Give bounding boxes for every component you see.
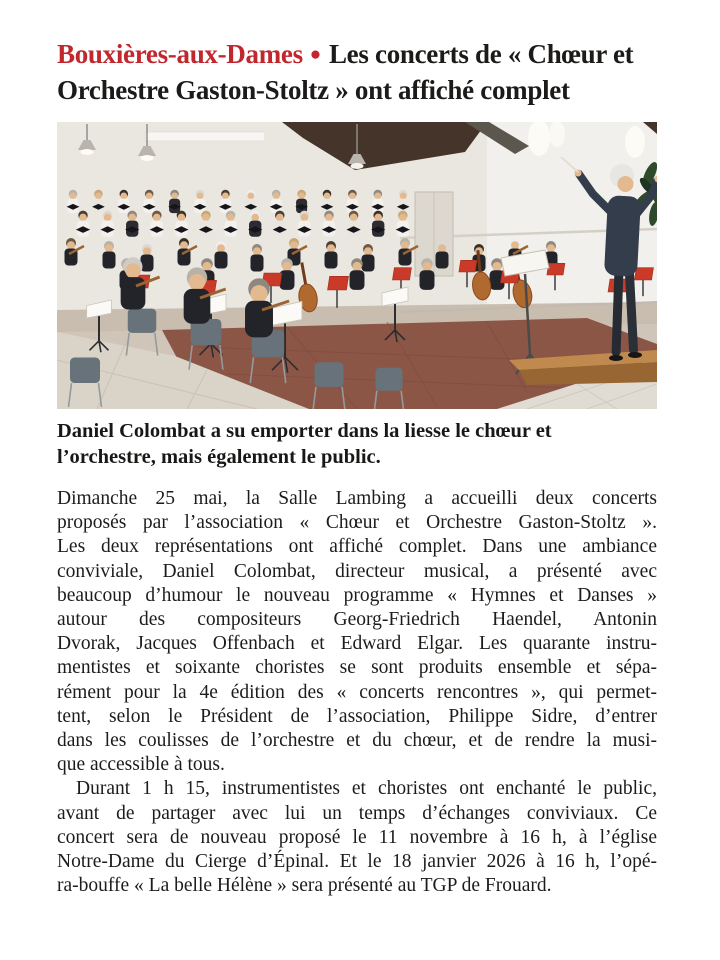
body-line: tent, selon le Président de l’association, Philippe Sidre, d’entrer [57,705,657,727]
body-line: concert sera de nouveau proposé le 11 novembre à 16 h, à l’église [57,826,657,848]
body-line: conviviale, Daniel Colombat, directeur musical, a présenté avec [57,560,657,582]
caption-line-1: Daniel Colombat a su emporter dans la liesse le chœur et [57,420,552,442]
body-line: ra-bouffe « La belle Hélène » sera présenté au TGP de Frouard. [57,875,552,897]
headline-line-1 [57,38,657,74]
body-line: beaucoup d’humour le nouveau programme « Hymnes et Danses » [57,584,657,606]
article-body [57,487,657,898]
body-line: mentistes et soixante choristes se sont produits ensemble et sépa- [57,657,657,679]
photo-caption [57,418,657,470]
body-line: rément pour la 4e édition des « concerts rencontres », qui permet- [57,681,657,703]
body-line: dans les coulisses de l’orchestre et du chœur, et de rendre la musi- [57,730,657,752]
body-line: Notre-Dame du Cierge d’Épinal. Et le 18 janvier 2026 à 16 h, l’opé- [57,851,657,873]
caption-line-2: l’orchestre, mais également le public. [57,446,381,468]
body-line: avant de partager avec lui un temps d’échanges conviviaux. Ce [57,802,657,824]
body-line: que accessible à tous. [57,754,225,776]
article-photo [57,122,657,409]
headline [57,38,657,107]
headline-text-2: Orchestre Gaston-Stoltz » ont affiché complet [57,75,570,105]
body-line: autour des compositeurs Georg-Friedrich Haendel, Antonin [57,609,657,631]
orchestra-concert-illustration [57,122,657,409]
headline-kicker: Bouxières-aux-Dames [57,39,303,69]
body-line: proposés par l’association « Chœur et Orchestre Gaston-Stoltz ». [57,512,657,534]
body-line: Dvorak, Jacques Offenbach et Edward Elgar. Les quarante instru- [57,633,657,655]
body-line: Les deux représentations ont affiché complet. Dans une ambiance [57,536,657,558]
body-line: Dimanche 25 mai, la Salle Lambing a accueilli deux concerts [57,488,657,509]
body-line: Durant 1 h 15, instrumentistes et choristes ont enchanté le public, [76,778,657,800]
bullet-icon: ● [309,44,321,65]
headline-text-1: Les concerts de « Chœur et [328,39,634,69]
headline-line-2 [57,74,657,107]
